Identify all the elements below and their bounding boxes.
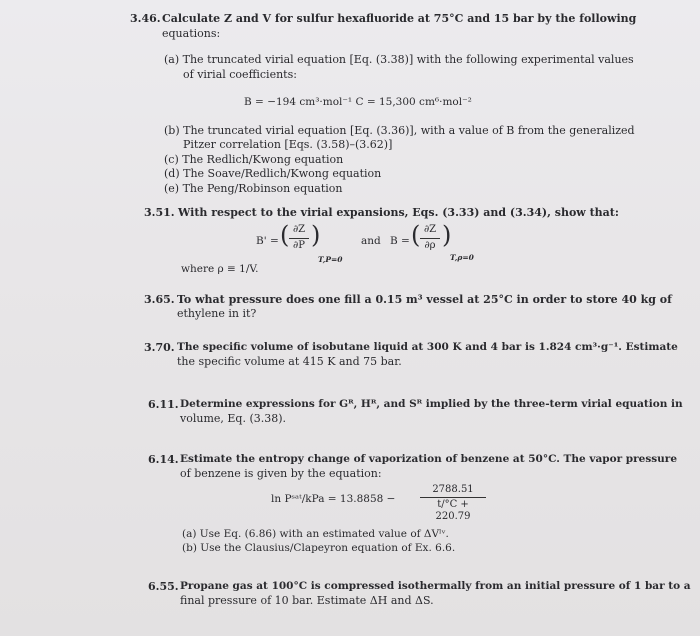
subpart-e: (e) The Peng/Robinson equation	[164, 182, 343, 195]
left-paren: (	[280, 221, 290, 249]
subpart-c: (c) The Redlich/Kwong equation	[164, 153, 344, 166]
right-paren: )	[311, 221, 321, 249]
problem-text: The specific volume of isobutane liquid at 300 K and 4 bar is 1.824 cm³·g⁻¹. Estimate	[177, 341, 678, 353]
problem-text: the specific volume at 415 K and 75 bar.	[177, 355, 402, 368]
problem-number: 3.46.	[130, 12, 161, 25]
fraction-numerator: 2788.51	[432, 484, 474, 495]
fraction-denominator: ∂ρ	[424, 240, 436, 251]
subscript: T,ρ=0	[450, 253, 474, 262]
problem-text: equations:	[162, 27, 221, 40]
vapor-pressure-equation: ln Pˢᵃᵗ/kPa = 13.8858 −	[271, 493, 396, 505]
problem-text: volume, Eq. (3.38).	[180, 412, 287, 425]
problem-number: 6.14.	[148, 453, 179, 466]
equation-lhs: B =	[390, 235, 410, 247]
problem-text: Calculate Z and V for sulfur hexafluoride at 75°C and 15 bar by the following	[162, 12, 637, 25]
problem-text: To what pressure does one fill a 0.15 m³ vessel at 25°C in order to store 40 kg of	[177, 293, 672, 306]
problem-number: 3.51.	[144, 206, 175, 219]
subpart-b: Pitzer correlation [Eqs. (3.58)–(3.62)]	[183, 138, 393, 151]
subscript: T,P=0	[318, 255, 343, 264]
fraction-bar	[420, 497, 486, 498]
subpart-a: (a) Use Eq. (6.86) with an estimated value of ΔVˡᵛ.	[182, 528, 449, 540]
problem-number: 6.11.	[148, 398, 179, 411]
subpart-b: (b) The truncated virial equation [Eq. (3.36)], with a value of B from the generalized	[164, 124, 635, 137]
left-paren: (	[411, 221, 421, 249]
problem-text: Estimate the entropy change of vaporization of benzene at 50°C. The vapor pressure	[180, 453, 678, 465]
fraction-denominator: ∂P	[293, 240, 305, 251]
virial-coefficients: B = −194 cm³·mol⁻¹ C = 15,300 cm⁶·mol⁻²	[244, 96, 472, 108]
problem-number: 6.55.	[148, 580, 179, 593]
problem-text: ethylene in it?	[177, 307, 257, 320]
problem-text: where ρ ≡ 1/V.	[181, 263, 259, 275]
problem-number: 3.70.	[144, 341, 175, 354]
problem-text: With respect to the virial expansions, Eqs. (3.33) and (3.34), show that:	[178, 206, 619, 219]
subpart-a: (a) The truncated virial equation [Eq. (3.38)] with the following experimental values	[164, 53, 634, 66]
fraction-denominator: t/°C + 220.79	[435, 499, 471, 522]
conjunction: and	[361, 235, 381, 247]
fraction-bar	[420, 238, 440, 239]
subpart-d: (d) The Soave/Redlich/Kwong equation	[164, 167, 382, 180]
fraction-numerator: ∂Z	[292, 224, 306, 235]
problem-text: final pressure of 10 bar. Estimate ΔH and ΔS.	[180, 594, 434, 607]
problem-text: Propane gas at 100°C is compressed isothermally from an initial pressure of 1 bar to a	[180, 580, 691, 592]
equation-lhs: B' =	[256, 235, 279, 247]
fraction-bar	[289, 238, 309, 239]
right-paren: )	[442, 221, 452, 249]
problem-text: Determine expressions for Gᴿ, Hᴿ, and Sᴿ implied by the three-term virial equation in	[180, 398, 683, 410]
subpart-a: of virial coefficients:	[183, 68, 297, 81]
fraction-numerator: ∂Z	[423, 224, 437, 235]
problem-text: of benzene is given by the equation:	[180, 467, 382, 480]
subpart-b: (b) Use the Clausius/Clapeyron equation of Ex. 6.6.	[182, 542, 456, 554]
problem-number: 3.65.	[144, 293, 175, 306]
